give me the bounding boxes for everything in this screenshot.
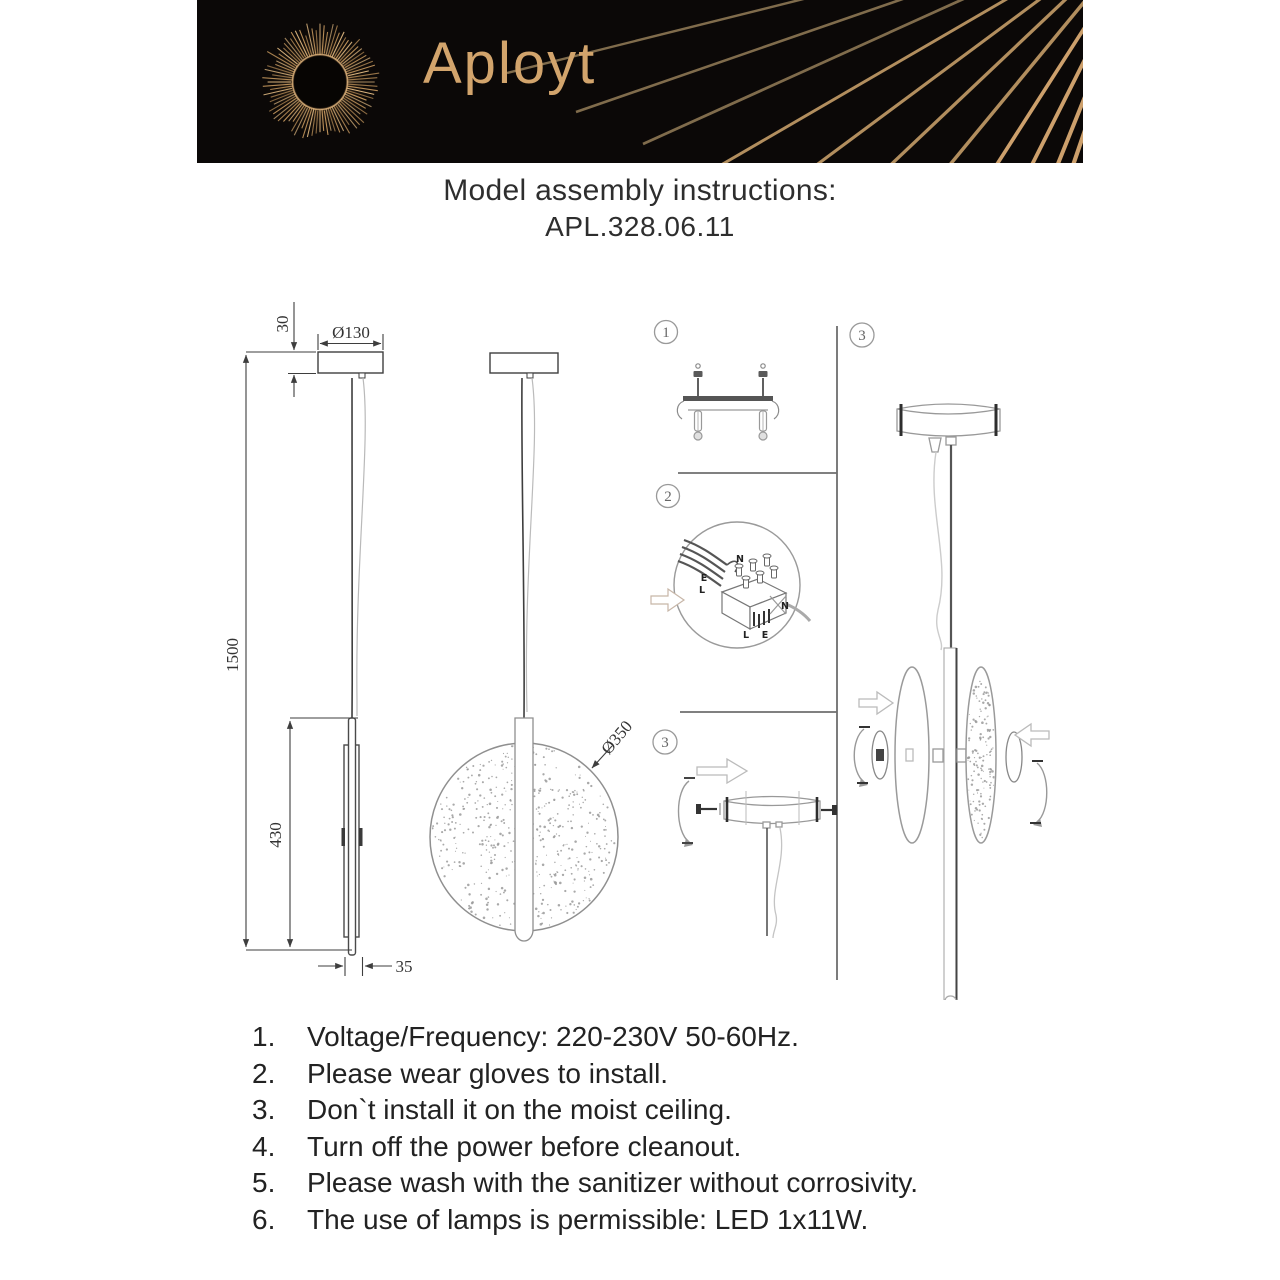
dimension-lines — [246, 302, 392, 976]
tube-side — [349, 718, 356, 955]
item-text: Turn off the power before cleanout. — [307, 1130, 742, 1162]
step-3-canopy-drawing — [679, 759, 838, 938]
dimension-label-35: 35 — [395, 957, 413, 976]
item-text: Please wash with the sanitizer without corrosivity. — [307, 1167, 919, 1199]
step-2-wiring-drawing — [651, 522, 810, 648]
rotate-arrow — [854, 729, 864, 782]
step-1-bracket-drawing — [677, 364, 778, 440]
list-item — [252, 1202, 1082, 1239]
terminal-label-n: N — [781, 601, 789, 612]
terminal-label-e: E — [761, 630, 769, 641]
step-2-badge: 2 — [664, 489, 672, 505]
item-number: 2. — [252, 1057, 276, 1089]
list-item — [252, 1056, 1082, 1093]
side-view-drawing — [318, 352, 383, 955]
speckled-disc-half — [966, 667, 996, 843]
dimension-label-1500: 1500 — [223, 638, 242, 672]
direction-arrow — [859, 692, 893, 714]
dimension-label-d350: Ø350 — [597, 716, 637, 759]
model-number: APL.328.06.11 — [545, 211, 735, 242]
item-text: Please wear gloves to install. — [307, 1057, 669, 1089]
item-text: Don`t install it on the moist ceiling. — [307, 1094, 732, 1126]
item-number: 4. — [252, 1130, 276, 1162]
wire-label-l: L — [698, 585, 706, 596]
canopy-front — [490, 353, 558, 373]
wire-label-n: N — [736, 554, 744, 565]
dimension-label-430: 430 — [266, 822, 285, 848]
front-view-drawing — [430, 353, 618, 941]
safety-instructions-list — [252, 1019, 1082, 1239]
list-item — [252, 1165, 1082, 1202]
item-text: Voltage/Frequency: 220-230V 50-60Hz. — [307, 1021, 799, 1052]
rotate-arrow — [1037, 763, 1047, 822]
brand-banner — [197, 0, 1083, 163]
list-item — [252, 1129, 1082, 1166]
list-item — [252, 1092, 1082, 1129]
power-wire — [357, 378, 365, 716]
dimension-label-30: 30 — [273, 315, 292, 333]
center-tube — [515, 718, 533, 941]
item-text: The use of lamps is permissible: LED 1x11W. — [307, 1203, 869, 1235]
step-3-badge: 3 — [661, 735, 669, 751]
brand-logo-text: Aployt — [423, 31, 597, 96]
item-number: 1. — [252, 1021, 276, 1052]
suspension-cable — [522, 378, 524, 718]
step-3-right-badge: 3 — [858, 328, 866, 344]
item-number: 5. — [252, 1167, 276, 1199]
power-wire — [526, 378, 534, 712]
sunburst-logo-icon — [255, 17, 385, 147]
suspension-cable — [352, 378, 353, 718]
step-1-badge: 1 — [662, 325, 670, 341]
canopy-side — [318, 352, 383, 373]
dimension-label-d130: Ø130 — [332, 323, 370, 342]
list-item — [252, 1019, 1082, 1056]
assembly-diagram — [200, 280, 1120, 1000]
rotate-arrow — [679, 781, 690, 842]
terminal-label-l: L — [742, 630, 750, 641]
wire-label-e: E — [700, 573, 708, 584]
step-3-assembly-drawing — [854, 404, 1049, 1000]
item-number: 6. — [252, 1203, 276, 1235]
direction-arrow — [697, 759, 747, 783]
title-block — [0, 174, 1280, 243]
item-number: 3. — [252, 1094, 276, 1126]
instructions-heading: Model assembly instructions: — [443, 174, 837, 207]
